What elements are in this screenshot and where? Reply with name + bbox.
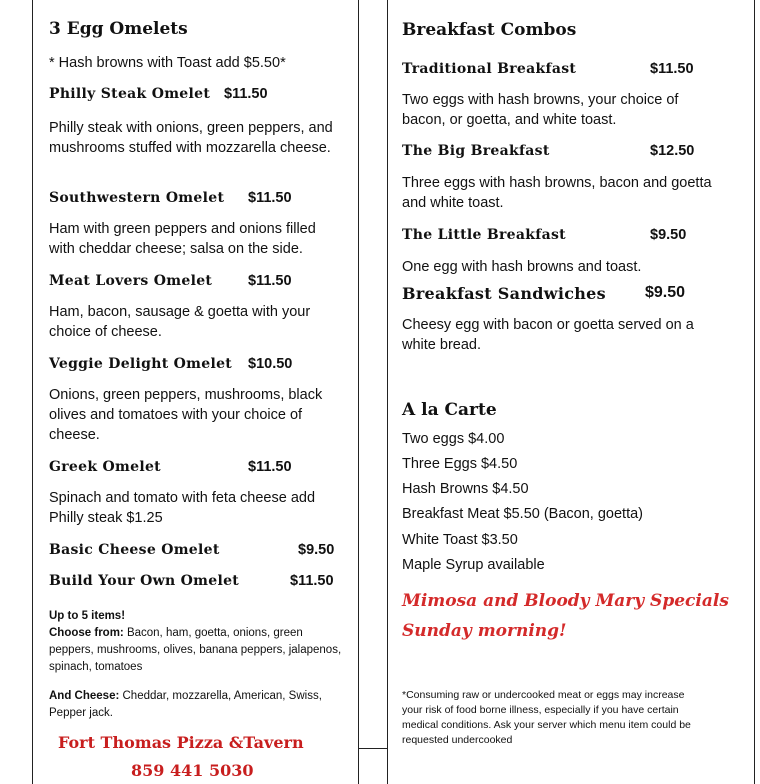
cheese-text: Cheddar, mozzarella, American, Swiss, Pepper jack. [49, 690, 322, 719]
item-name: Veggie Delight Omelet [49, 356, 233, 372]
omelets-title: 3 Egg Omelets [49, 19, 188, 39]
item-desc: Philly steak with onions, green peppers, and mushrooms stuffed with mozzarella cheese. [49, 120, 333, 156]
item-price: $11.50 [248, 190, 292, 206]
carte-item: Hash Browns $4.50 [402, 481, 529, 497]
sandwich-desc: Cheesy egg with bacon or goetta served on a white bread. [402, 317, 694, 353]
combo-desc: Three eggs with hash browns, bacon and goetta and white toast. [402, 175, 712, 211]
item-name: Greek Omelet [49, 459, 161, 475]
omelets-note: * Hash browns with Toast add $5.50* [49, 55, 286, 71]
sandwich-name: Breakfast Sandwiches [402, 284, 606, 303]
item-desc: Onions, green peppers, mushrooms, black olives and tomatoes with your choice of cheese. [49, 387, 323, 443]
choose-label: Choose from: [49, 627, 124, 639]
combo-name: The Big Breakfast [402, 143, 550, 159]
item-price: $10.50 [248, 356, 293, 372]
center-divider-right [387, 0, 388, 784]
byo-cheese [49, 688, 349, 722]
choose-text: Bacon, ham, goetta, onions, green peppers, mushrooms, olives, banana peppers, jalapenos, spinach, tomatoes [49, 627, 342, 673]
item-name: Build Your Own Omelet [49, 573, 240, 589]
carte-item: White Toast $3.50 [402, 532, 518, 548]
item-name: Basic Cheese Omelet [49, 542, 220, 558]
disclaimer: *Consuming raw or undercooked meat or eggs may increase your risk of food borne illness, especially if you have certain medical conditions. Ask your server which menu item could be requested undercooked [402, 689, 691, 746]
item-desc: Spinach and tomato with feta cheese add Philly steak $1.25 [49, 490, 316, 526]
item-name: Southwestern Omelet [49, 190, 225, 206]
combos-title: Breakfast Combos [402, 20, 577, 40]
specials-line1: Mimosa and Bloody Mary Specials [402, 591, 729, 611]
restaurant-phone: 859 441 5030 [131, 761, 254, 780]
combo-price: $9.50 [650, 227, 687, 243]
carte-item: Three Eggs $4.50 [402, 456, 518, 472]
sandwich-price: $9.50 [645, 284, 686, 301]
restaurant-name: Fort Thomas Pizza &Tavern [58, 733, 304, 752]
item-price: $9.50 [298, 542, 335, 558]
carte-title: A la Carte [402, 400, 497, 420]
byo-choose [49, 625, 349, 676]
combo-price: $11.50 [650, 61, 694, 77]
left-border [32, 0, 33, 784]
combo-desc: Two eggs with hash browns, your choice of bacon, or goetta, and white toast. [402, 92, 679, 128]
byo-details [49, 608, 349, 676]
item-price: $11.50 [248, 459, 292, 475]
item-price: $11.50 [290, 573, 334, 589]
cheese-label: And Cheese: [49, 690, 120, 702]
item-price: $11.50 [248, 273, 292, 289]
bottom-rule-center [358, 748, 388, 749]
item-desc: Ham, bacon, sausage & goetta with your choice of cheese. [49, 304, 311, 340]
byo-line1: Up to 5 items! [49, 610, 126, 622]
combo-name: The Little Breakfast [402, 227, 566, 243]
item-name: Meat Lovers Omelet [49, 273, 213, 289]
specials-line2: Sunday morning! [402, 621, 567, 641]
combo-price: $12.50 [650, 143, 695, 159]
item-name: Philly Steak Omelet [49, 86, 211, 102]
center-divider-left [358, 0, 359, 784]
right-border [754, 0, 755, 784]
carte-item: Maple Syrup available [402, 557, 545, 573]
combo-name: Traditional Breakfast [402, 61, 577, 77]
item-desc: Ham with green peppers and onions filled with cheddar cheese; salsa on the side. [49, 221, 316, 257]
carte-item: Two eggs $4.00 [402, 431, 505, 447]
combo-desc: One egg with hash browns and toast. [402, 259, 642, 275]
carte-item: Breakfast Meat $5.50 (Bacon, goetta) [402, 506, 643, 522]
item-price: $11.50 [224, 86, 268, 102]
